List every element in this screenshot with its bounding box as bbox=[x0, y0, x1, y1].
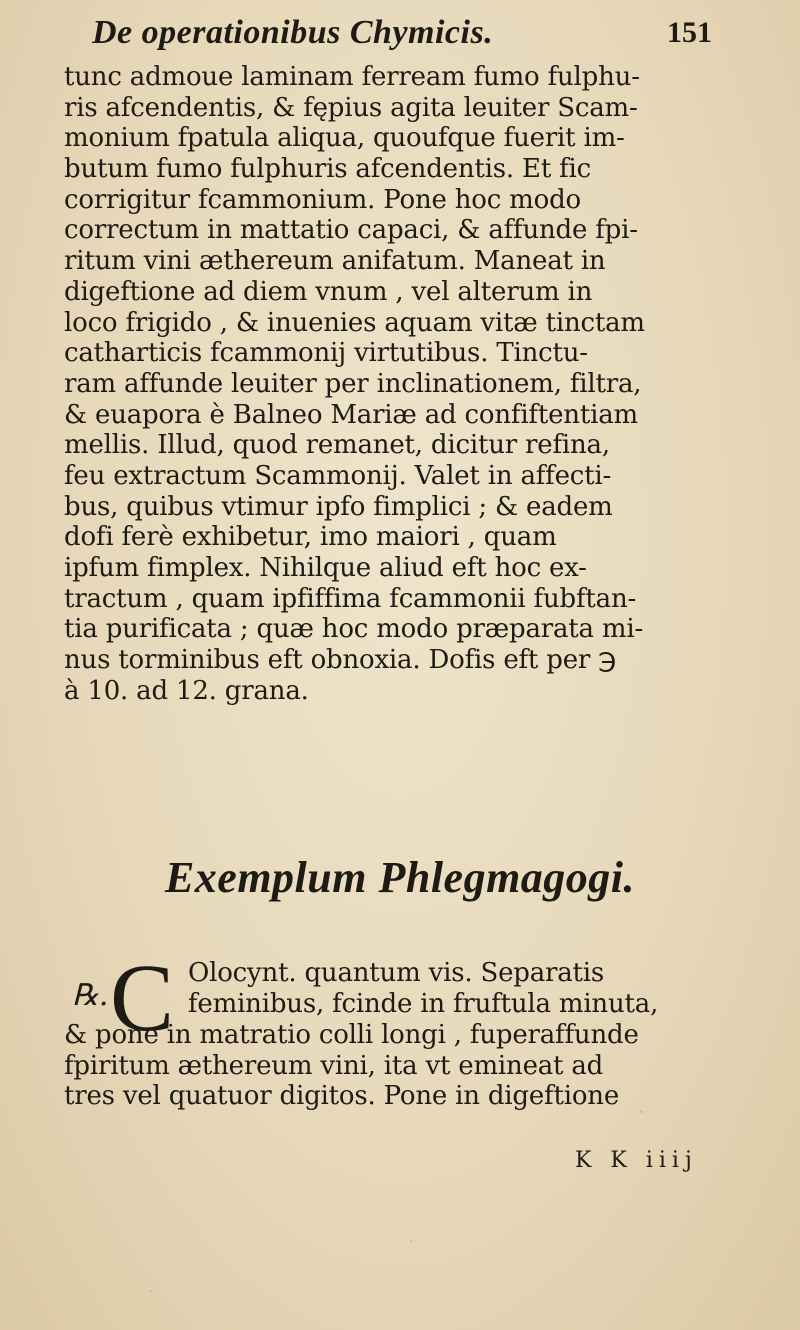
main-paragraph bbox=[64, 62, 784, 706]
text-line: loco frigido , & inuenies aquam vitæ tinctam bbox=[64, 307, 645, 338]
text-line: tunc admoue laminam ferream fumo fulphu- bbox=[64, 62, 640, 92]
signature-mark: K K iiij bbox=[575, 1148, 698, 1173]
drop-capital: C bbox=[110, 944, 175, 1051]
text-line: tia purificata ; quæ hoc modo præparata mi- bbox=[64, 614, 644, 645]
page-number: 151 bbox=[667, 16, 712, 49]
section-heading: Exemplum Phlegmagogi. bbox=[164, 853, 636, 902]
text-line: feminibus, fcinde in fruftula minuta, bbox=[188, 988, 659, 1019]
text-line: ipfum fimplex. Nihilque aliud eft hoc ex- bbox=[64, 553, 587, 583]
recipe-symbol: ℞. bbox=[72, 978, 109, 1013]
text-line: tractum , quam ipfiffima fcammonii fubftan- bbox=[64, 583, 637, 614]
text-line: & pone in matratio colli longi , fuperaffunde bbox=[64, 1020, 639, 1050]
recipe-opening-lines bbox=[188, 958, 788, 1019]
text-line: Olocynt. quantum vis. Separatis bbox=[188, 958, 605, 988]
text-line: digeftione ad diem vnum , vel alterum in bbox=[64, 276, 593, 307]
text-line: feu extractum Scammonij. Valet in affecti- bbox=[64, 460, 612, 491]
running-title: De operationibus Chymicis. bbox=[92, 14, 494, 51]
paper-speck bbox=[410, 1240, 412, 1242]
recipe-paragraph bbox=[64, 1020, 784, 1112]
text-line: bus, quibus vtimur ipfo fimplici ; & eadem bbox=[64, 491, 613, 522]
paper-speck bbox=[640, 1110, 643, 1113]
text-line: catharticis fcammonij virtutibus. Tinctu- bbox=[64, 338, 588, 369]
text-line: fpiritum æthereum vini, ita vt emineat ad bbox=[64, 1050, 604, 1081]
page-header bbox=[92, 14, 712, 58]
text-line: dofi ferè exhibetur, imo maiori , quam bbox=[64, 522, 557, 553]
text-line: monium fpatula aliqua, quoufque fuerit im- bbox=[64, 123, 625, 154]
text-line: tres vel quatuor digitos. Pone in digeftione bbox=[64, 1081, 620, 1112]
text-line: & euapora è Balneo Mariæ ad confiftentiam bbox=[64, 399, 638, 430]
text-line: correctum in mattatio capaci, & affunde fpi- bbox=[64, 215, 638, 246]
text-line: ritum vini æthereum anifatum. Maneat in bbox=[64, 246, 606, 277]
text-line: corrigitur fcammonium. Pone hoc modo bbox=[64, 184, 581, 215]
text-line: à 10. ad 12. grana. bbox=[64, 675, 309, 706]
text-line: ram affunde leuiter per inclinationem, filtra, bbox=[64, 368, 642, 399]
text-line: butum fumo fulphuris afcendentis. Et fic bbox=[64, 154, 592, 185]
text-line: nus torminibus eft obnoxia. Dofis eft per ℈ bbox=[64, 645, 617, 676]
text-line: mellis. Illud, quod remanet, dicitur refina, bbox=[64, 430, 610, 461]
paper-speck bbox=[150, 1290, 153, 1292]
text-line: ris afcendentis, & fępius agita leuiter Scam- bbox=[64, 92, 638, 123]
